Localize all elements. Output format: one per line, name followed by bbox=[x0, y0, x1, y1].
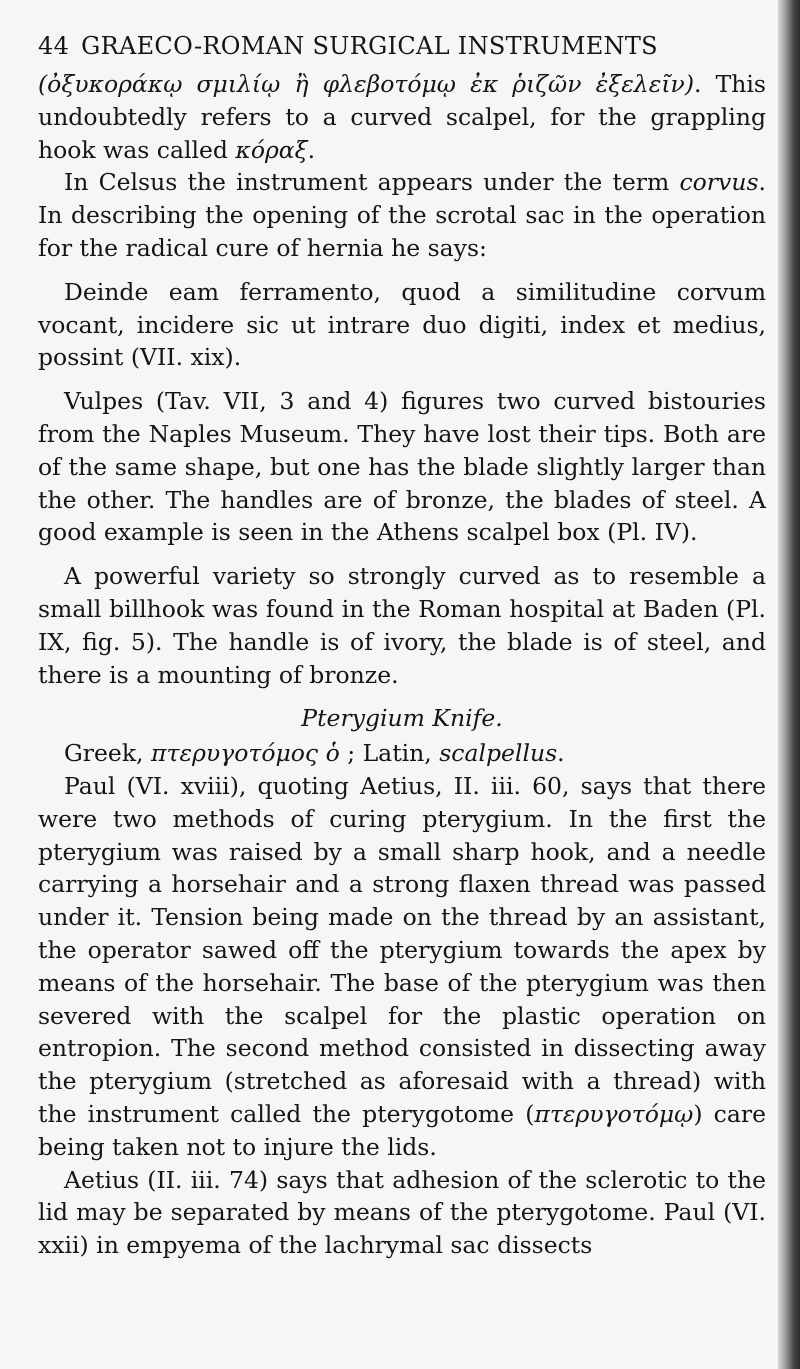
section-paragraph-1 bbox=[38, 737, 766, 770]
text-run: Deinde eam ferramento, quod a similitudine corvum vocant, incidere sic ut intrare duo digiti, index et medius, possint (VII. xix). bbox=[38, 277, 766, 372]
section-paragraph-2 bbox=[38, 770, 766, 1164]
text-run: . This undoubtedly refers to a curved scalpel, for the grappling hook was called bbox=[38, 70, 766, 164]
text-run: πτερυγοτόμος ὁ bbox=[151, 739, 340, 768]
page-edge-shadow bbox=[778, 0, 800, 1369]
text-run: Aetius (II. iii. 74) says that adhesion of the sclerotic to the lid may be separated by means of the pterygotome. Paul (VI. xxii) in empyema of the lachrymal sac dissects bbox=[38, 1165, 766, 1260]
text-run: In Celsus the instrument appears under the term bbox=[64, 168, 680, 197]
section-paragraph-3 bbox=[38, 1164, 766, 1262]
paragraph-2 bbox=[38, 166, 766, 264]
text-run: . bbox=[557, 739, 565, 768]
text-run: κόραξ bbox=[235, 135, 308, 164]
text-run: Vulpes (Tav. VII, 3 and 4) figures two curved bistouries from the Naples Museum. They have lost their tips. Both are of the same shape, but one has the blade slightly larger than the other. The handles are of bronze, the blades of steel. A good example is seen in the Athens scalpel box (Pl. IV). bbox=[38, 387, 766, 547]
text-run: A powerful variety so strongly curved as to resemble a small billhook was found in the Roman hospital at Baden (Pl. IX, fig. 5). The handle is of ivory, the blade is of steel, and there is a mounting of bronze. bbox=[38, 562, 766, 689]
text-run: ; Latin, bbox=[339, 739, 440, 768]
text-run: . bbox=[307, 135, 316, 164]
paragraph-4 bbox=[38, 385, 766, 549]
text-run: πτερυγοτόμῳ bbox=[534, 1099, 694, 1128]
text-run: Paul (VI. xviii), quoting Aetius, II. iii. 60, says that there were two methods of curing pterygium. In the first the pterygium was raised by a small sharp hook, and a needle carrying a horsehair and a strong flaxen thread was passed under it. Tension being made on the thread by an assistant, the operator sawed off the pterygium towards the apex by means of the horsehair. The base of the pterygium was then severed with the scalpel for the plastic operation on entropion. The second method consisted in dissecting away the pterygium (stretched as aforesaid with a thread) with the instrument called the pterygotome ( bbox=[38, 771, 766, 1128]
running-title: GRAECO-ROMAN SURGICAL INSTRUMENTS bbox=[81, 32, 658, 60]
page-number: 44 bbox=[38, 32, 70, 60]
page-content bbox=[38, 30, 766, 1262]
text-run: corvus bbox=[679, 168, 759, 197]
paragraph-3-quotation bbox=[38, 276, 766, 374]
text-run: (ὀξυκοράκῳ σμιλίῳ ἢ φλεβοτόμῳ ἐκ ῥιζῶν ἐξελεῖν) bbox=[38, 70, 694, 98]
text-run: . In describing the opening of the scrotal sac in the operation for the radical cure of hernia he says: bbox=[38, 168, 766, 262]
text-run: Greek, bbox=[64, 739, 152, 768]
text-run: scalpellus bbox=[439, 739, 558, 768]
section-heading: Pterygium Knife. bbox=[301, 704, 503, 733]
paragraph-5 bbox=[38, 560, 766, 691]
paragraph-1 bbox=[38, 68, 766, 166]
text-run: ) care being taken not to injure the lids. bbox=[38, 1099, 766, 1161]
running-head bbox=[38, 30, 766, 62]
